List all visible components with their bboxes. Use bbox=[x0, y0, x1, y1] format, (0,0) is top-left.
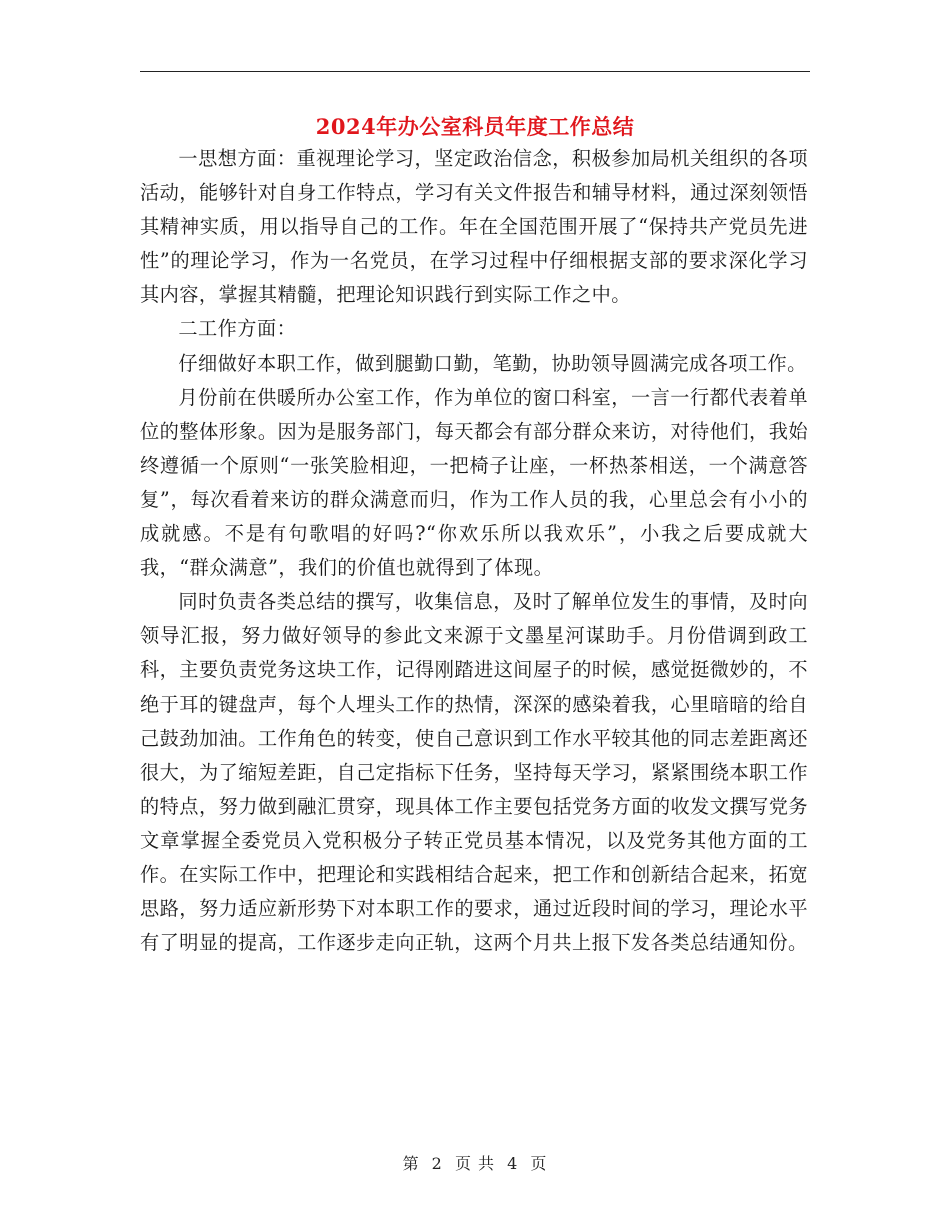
page-footer bbox=[0, 1152, 950, 1176]
document-title: 2024年办公室科员年度工作总结 bbox=[315, 114, 635, 139]
paragraph-office-work: 月份前在供暖所办公室工作，作为单位的窗口科室，一言一行都代表着单位的整体形象。因为是服务部门，每天都会有部分群众来访，对待他们，我始终遵循一个原则“一张笑脸相迎，一把椅子让座，一杯热茶相送，一个满意答复”，每次看着来访的群众满意而归，作为工作人员的我，心里总会有小小的成就感。不是有句歌唱的好吗?“你欢乐所以我欢乐”，小我之后要成就大我，“群众满意”，我们的价值也就得到了体现。 bbox=[140, 385, 808, 580]
header-rule bbox=[140, 71, 810, 72]
footer-middle: 页 共 bbox=[454, 1154, 496, 1173]
footer-prefix: 第 bbox=[402, 1154, 420, 1173]
footer-total-pages: 4 bbox=[507, 1154, 519, 1173]
paragraph-duties: 仔细做好本职工作，做到腿勤口勤，笔勤，协助领导圆满完成各项工作。 bbox=[178, 351, 807, 375]
paragraph-ideology: 一思想方面：重视理论学习，坚定政治信念，积极参加局机关组织的各项活动，能够针对自身工作特点，学习有关文件报告和辅导材料，通过深刻领悟其精神实质，用以指导自己的工作。年在全国范围开展了“保持共产党员先进性”的理论学习，作为一名党员，在学习过程中仔细根据支部的要求深化学习其内容，掌握其精髓，把理论知识践行到实际工作之中。 bbox=[140, 147, 808, 307]
footer-current-page: 2 bbox=[431, 1154, 443, 1173]
paragraph-party-work: 同时负责各类总结的撰写，收集信息，及时了解单位发生的事情，及时向领导汇报，努力做好领导的参此文来源于文墨星河谋助手。月份借调到政工科，主要负责党务这块工作，记得刚踏进这间屋子的时候，感觉挺微妙的，不绝于耳的键盘声，每个人埋头工作的热情，深深的感染着我，心里暗暗的给自己鼓劲加油。工作角色的转变，使自己意识到工作水平较其他的同志差距离还很大，为了缩短差距，自己定指标下任务，坚持每天学习，紧紧围绕本职工作的特点，努力做到融汇贯穿，现具体工作主要包括党务方面的收发文撰写党务文章掌握全委党员入党积极分子转正党员基本情况，以及党务其他方面的工作。在实际工作中，把理论和实践相结合起来，把工作和创新结合起来，拓宽思路，努力适应新形势下对本职工作的要求，通过近段时间的学习，理论水平有了明显的提高，工作逐步走向正轨，这两个月共上报下发各类总结通知份。 bbox=[140, 590, 808, 955]
document-body bbox=[140, 142, 808, 960]
footer-suffix: 页 bbox=[530, 1154, 548, 1173]
paragraph-work-heading: 二工作方面： bbox=[178, 317, 297, 341]
